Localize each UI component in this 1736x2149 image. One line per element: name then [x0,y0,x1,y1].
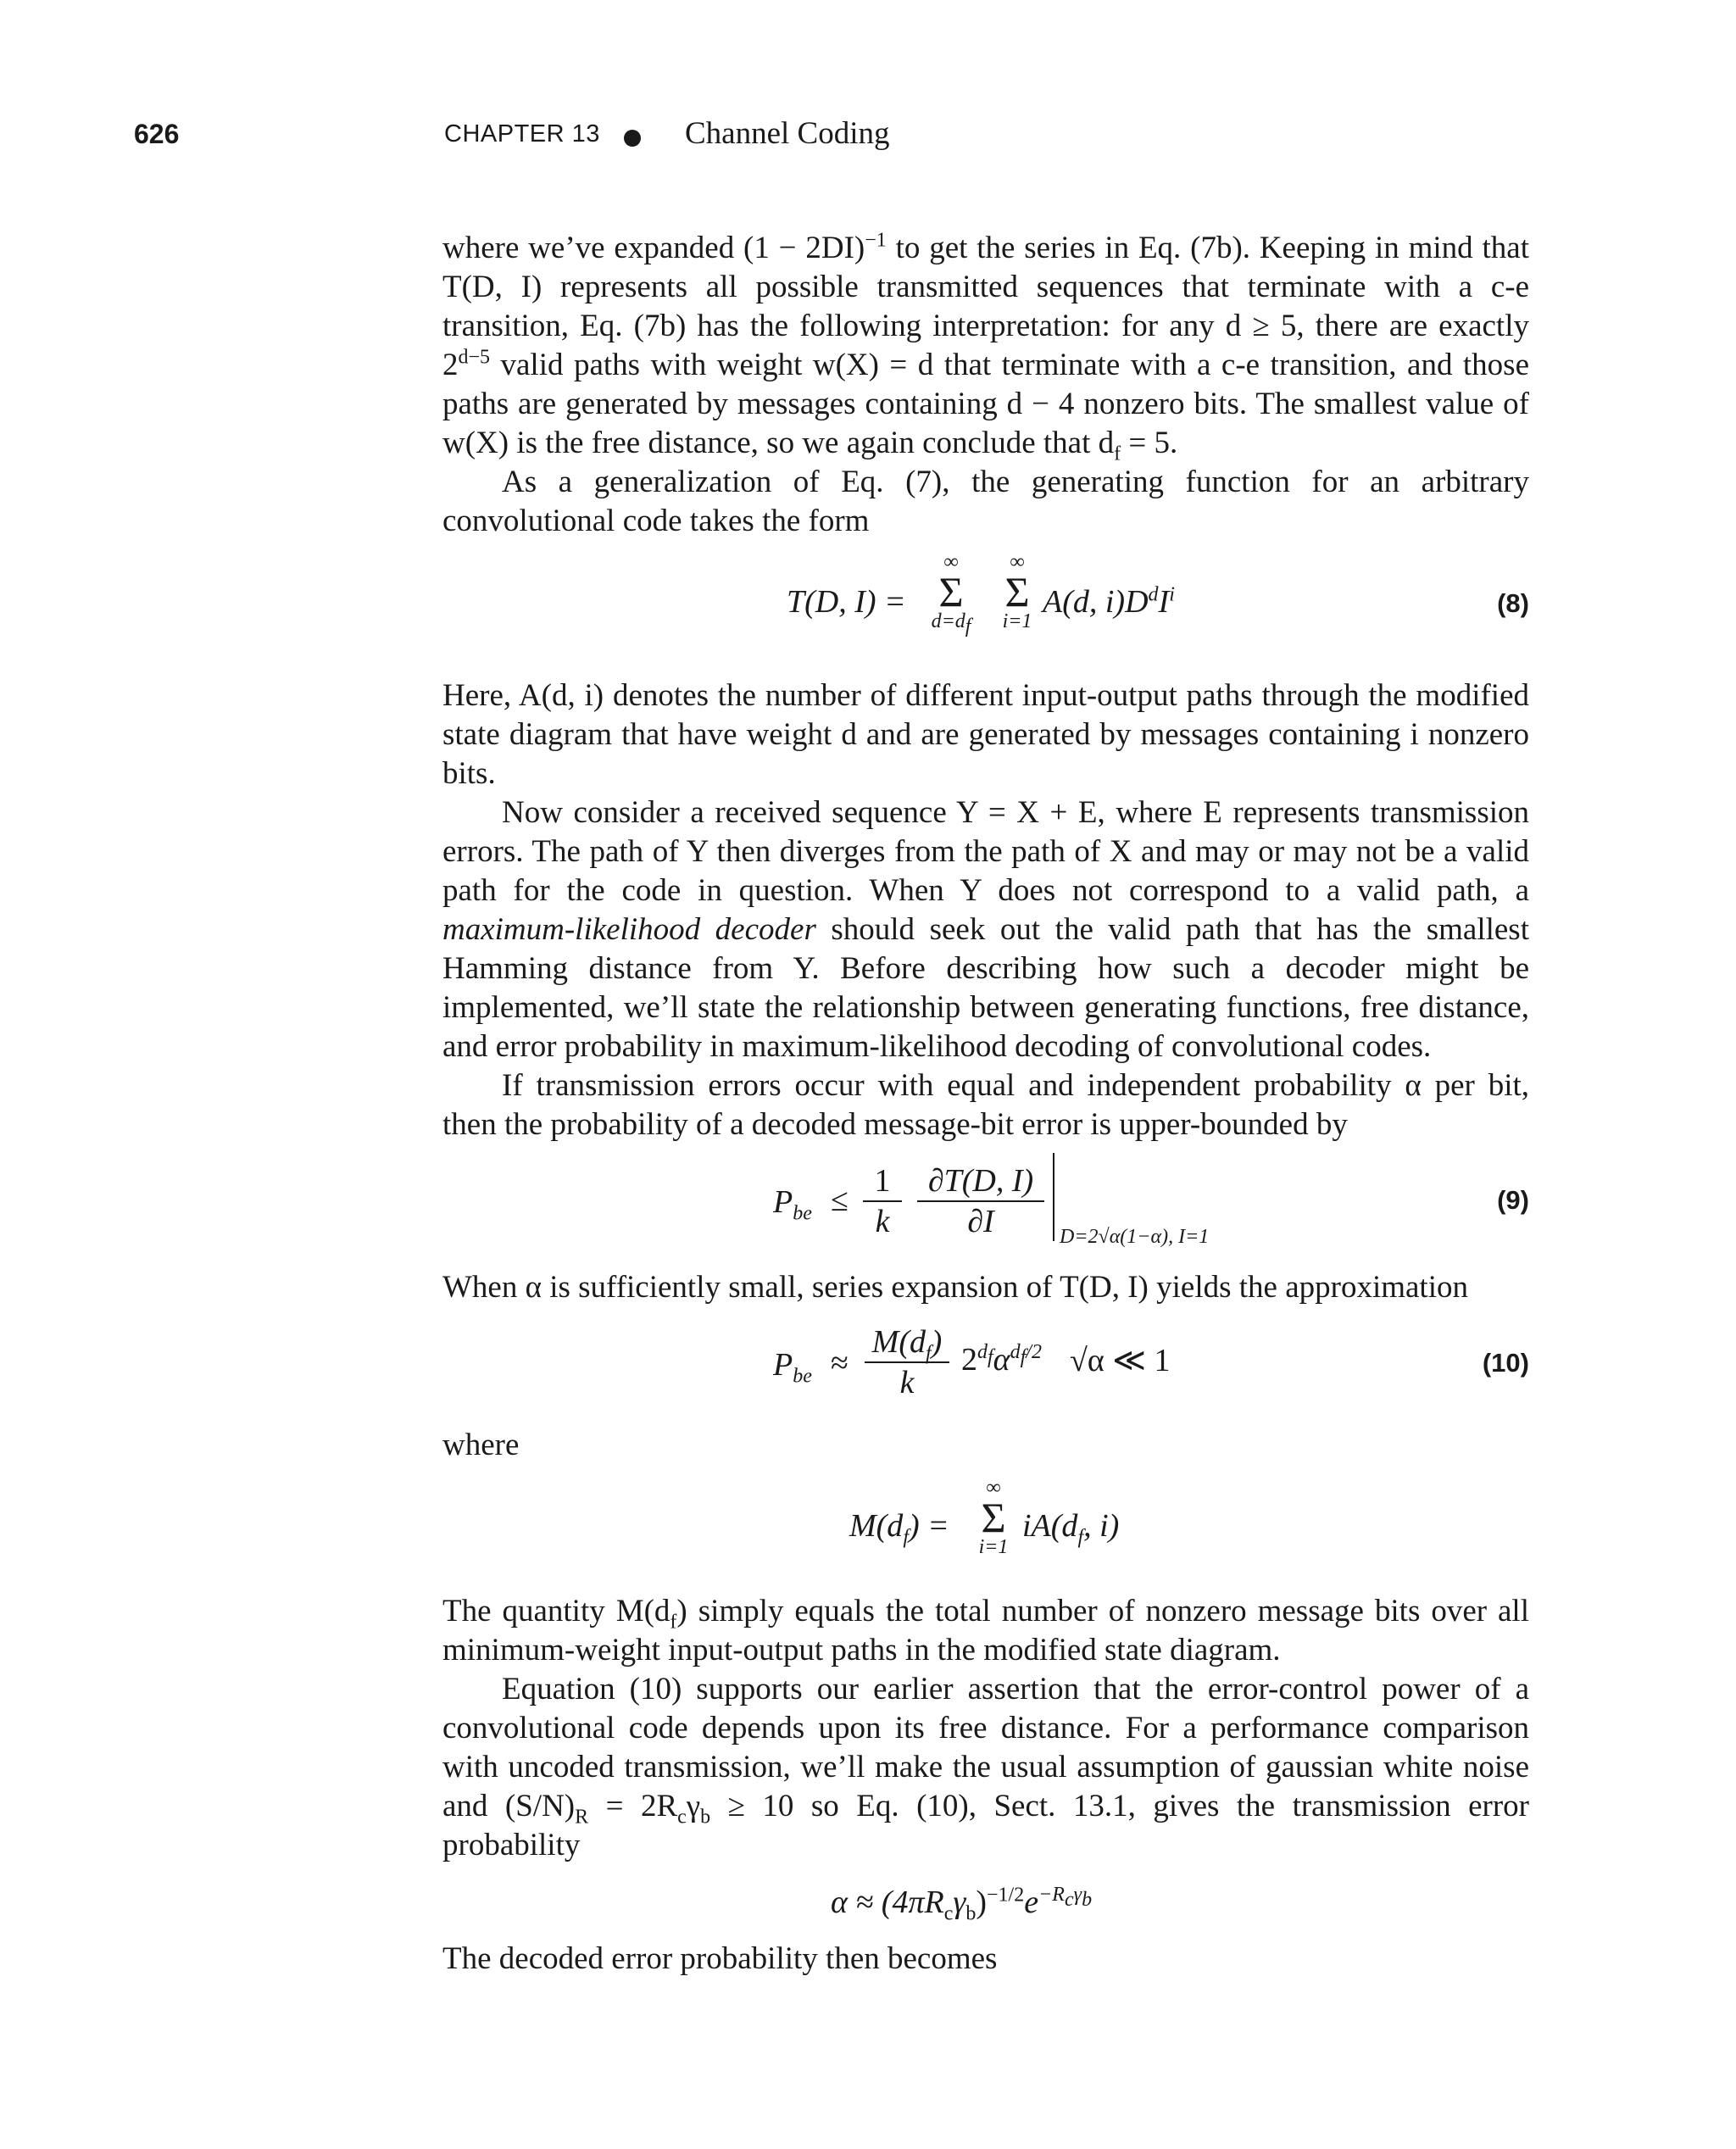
paragraph-4: Now consider a received sequence Y = X + E, where E represents transmission errors. The path of Y then diverges from the path of X and may or may not be a valid path for the code in question. When Y does not correspond to a valid path, a maximum-likelihood decoder should seek out the valid path that has the smallest Hamming distance from Y. Before describing how such a decoder might be implemented, we’ll state the relationship between generating functions, free distance, and error probability in maximum-likelihood decoding of convolutional codes. [442,795,1529,1064]
paragraph-7: The quantity $M(d_f)$ simply equals the total number of nonzero message bits over all minimum-weight input-output paths in the modified state diagram. [442,1594,1529,1667]
chapter-label: CHAPTER 13 [444,120,600,148]
equation-number-8: (8) [1497,588,1529,618]
where-text: where [442,1428,520,1462]
paragraph-6: When α is sufficiently small, series expansion of T(D, I) yields the approximation [442,1270,1468,1305]
equation-9: $P_{be}$ ≤ $\frac{1}{k}$ $\frac{\partial T(D, I)}{\partial I}$ D=2√α(1−α), I=1 (9) [442,1144,1529,1268]
paragraph-2: As a generalization of Eq. (7), the generating function for an arbitrary convolutional code takes the form [442,465,1529,538]
page-number: 626 [134,119,180,149]
paragraph-8: Equation (10) supports our earlier assertion that the error-control power of a convolutional code depends upon its free distance. For a performance comparison with uncoded transmission, we’ll make the usual assumption of gaussian white noise and $(S/N)_R = 2R_c\gamma_b \ge 10$ so Eq. (10), Sect. 13.1, gives the transmission error probability [442,1672,1529,1862]
paragraph-9: The decoded error probability then becomes [442,1941,998,1976]
page-header [0,116,1736,159]
equation-number-10: (10) [1482,1348,1529,1378]
equation-m: $M(d_f)$ = ∞ Σ i=1 $iA(d_f$, i) [849,1477,1120,1558]
bullet-separator [624,130,641,147]
equation-alpha: $\alpha \approx (4\pi R_c\gamma_b)^{-1/2}e^{-R_c\gamma_b}$ [831,1884,1093,1925]
paragraph-5: If transmission errors occur with equal and independent probability α per bit, then the probability of a decoded message-bit error is upper-bounded by [442,1068,1529,1142]
equation-10: $P_{be}$ ≈ $\frac{M(d_f)}{k}$ $2^{d_f}\alpha^{d_f/2}$ √α ≪ 1 (10) [773,1324,1529,1400]
equation-8: T(D, I) = ∞ Σ $d=d_f$ ∞ Σ i=1 A(d, $i)D^dI^i$ (8) [787,551,1529,637]
paragraph-3: Here, A(d, i) denotes the number of different input-output paths through the modified state diagram that have weight d and are generated by messages containing i nonzero bits. [442,678,1529,791]
paragraph-1: where we’ve expanded $(1 - 2DI)^{-1}$ to get the series in Eq. (7b). Keeping in mind that T(D, I) represents all possible transmitted sequences that terminate with a c-e transition, Eq. (7b) has the following interpretation: for any d ≥ 5, there are exactly $2^{d-5}$ valid paths with weight w(X) = d that terminate with a c-e transition, and those paths are generated by messages containing d − 4 nonzero bits. The smallest value of w(X) is the free distance, so we again conclude that $d_f = 5$. [442,229,1529,465]
page-body [442,229,1529,1979]
chapter-title: Channel Coding [685,116,890,151]
equation-number-9: (9) [1497,1185,1529,1215]
